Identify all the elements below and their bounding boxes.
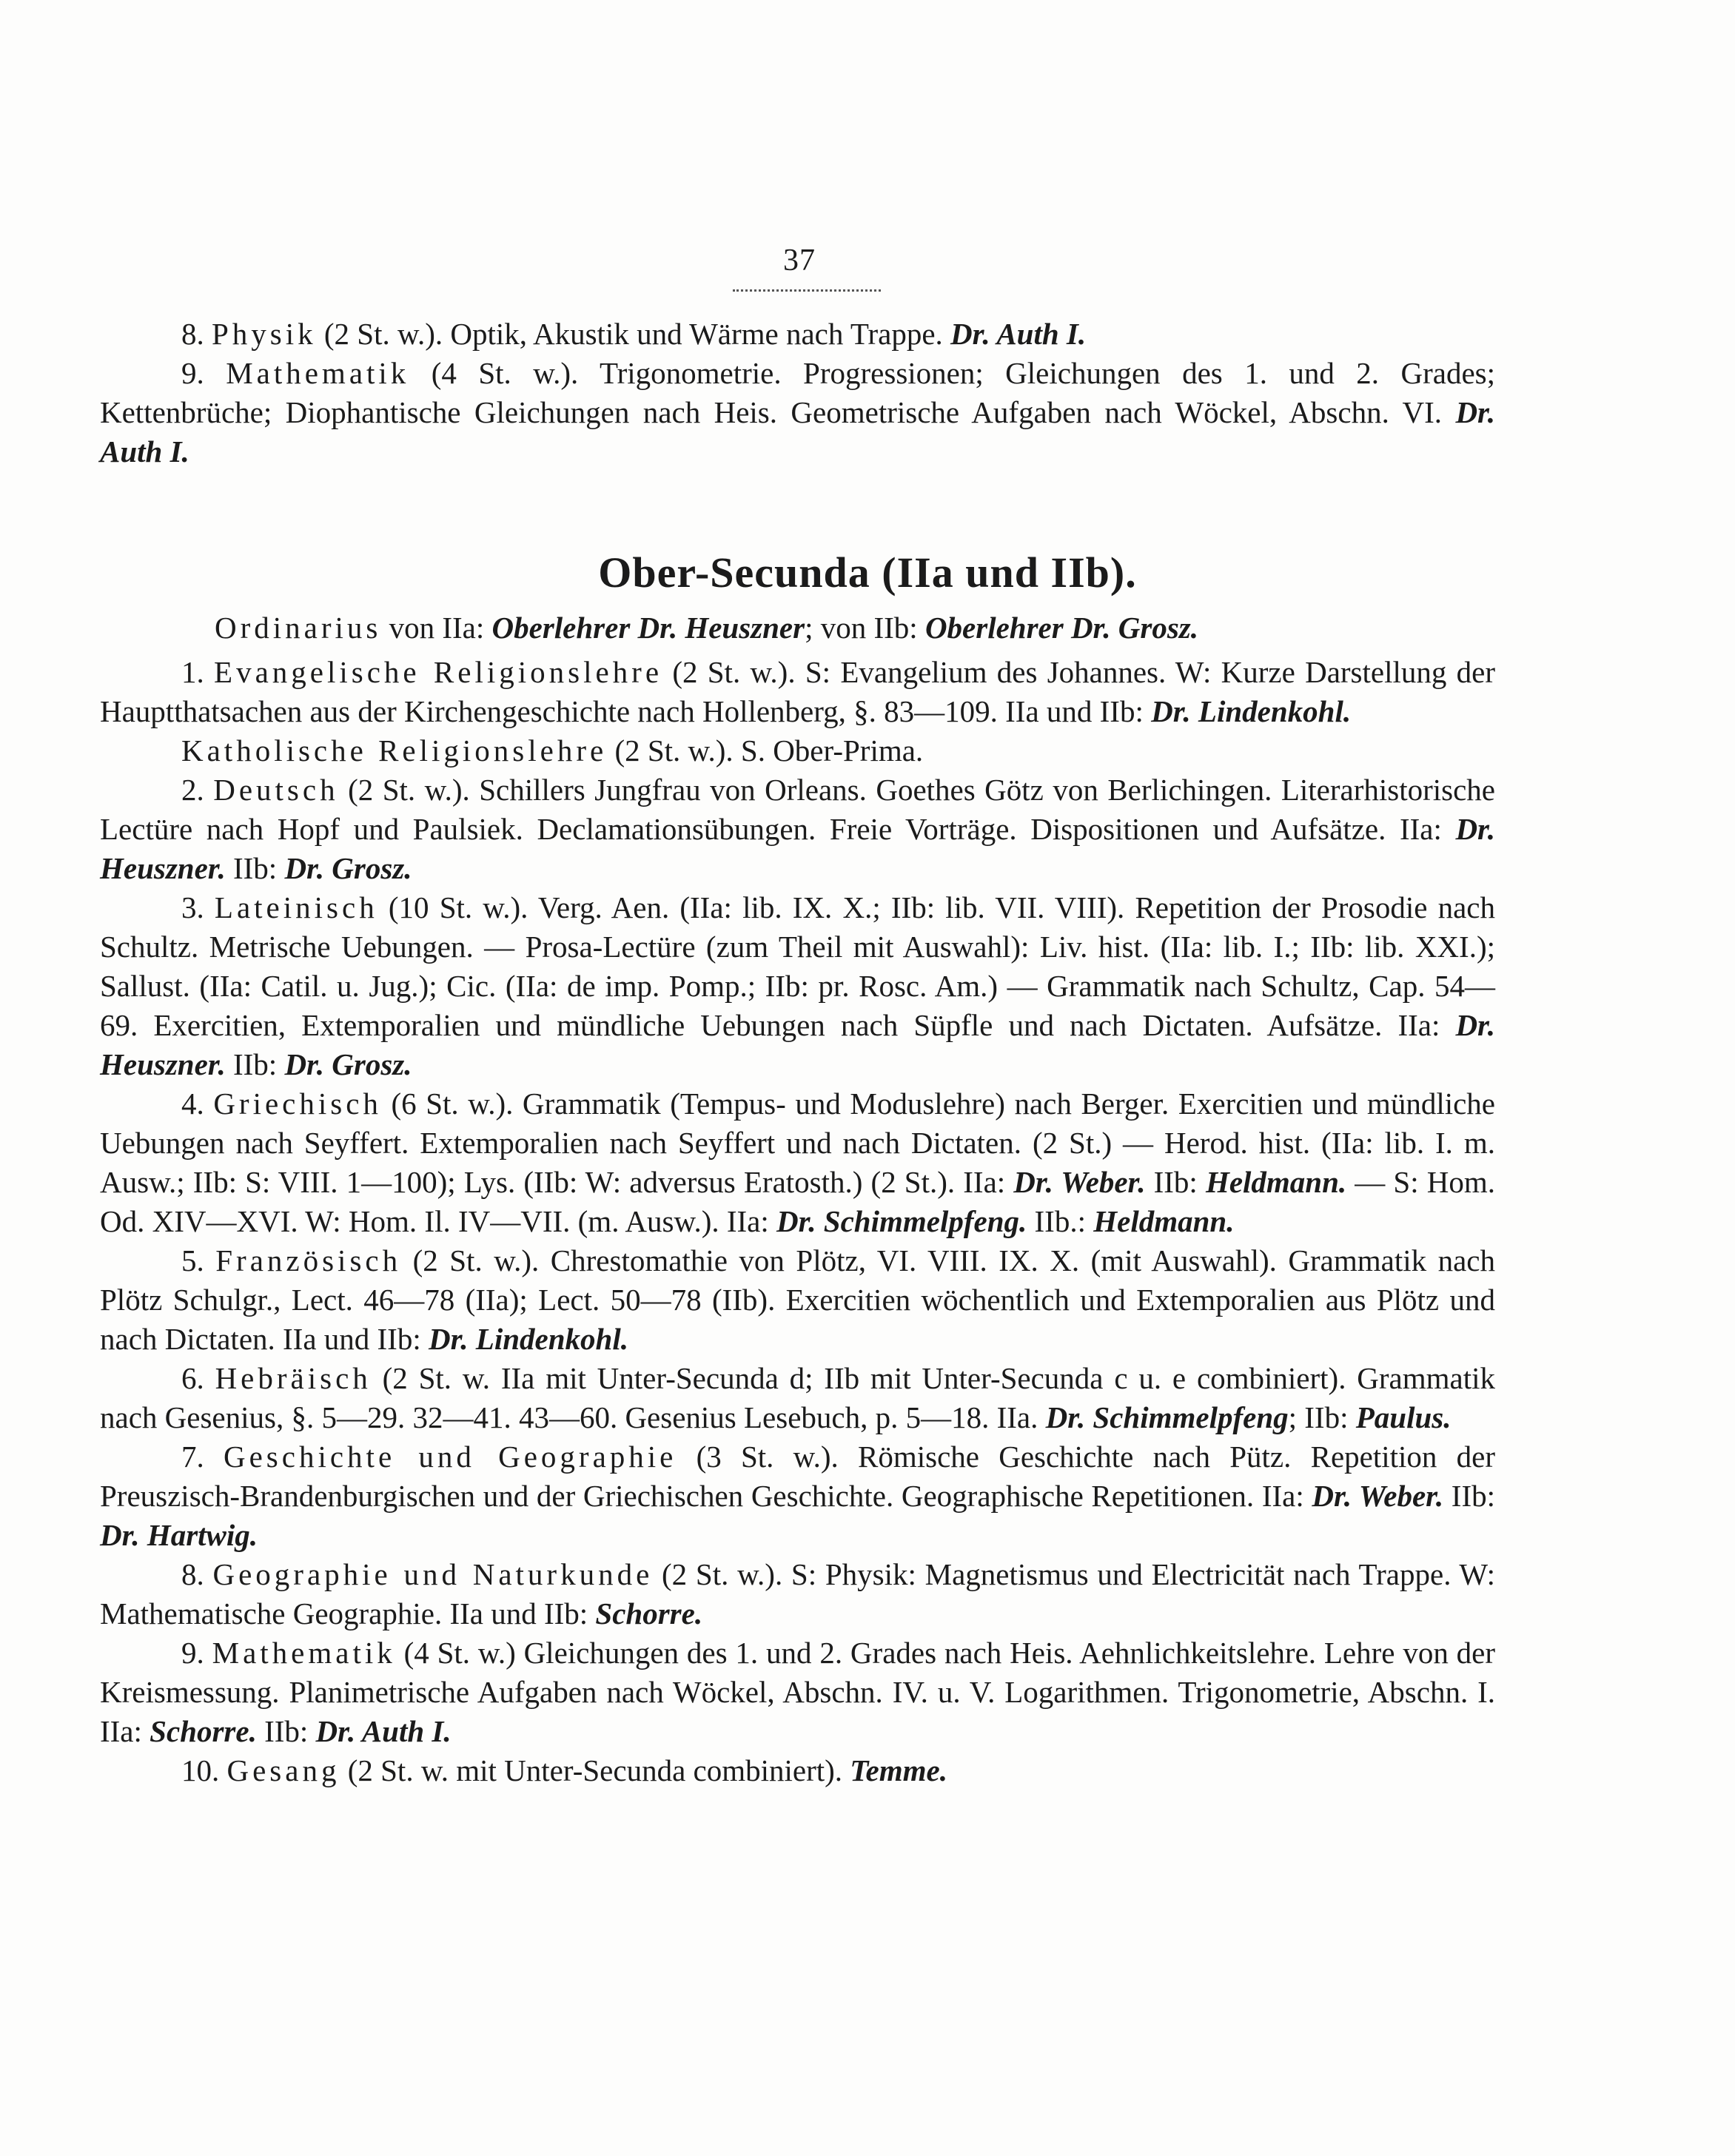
subject-name: Hebräisch bbox=[215, 1361, 372, 1395]
subject-entry bbox=[100, 1084, 1495, 1241]
entry-number: 10. bbox=[181, 1753, 220, 1787]
subject-entry bbox=[100, 653, 1495, 731]
ordinarius-line: Ordinarius von IIa: Oberlehrer Dr. Heuszner; von IIb: Oberlehrer Dr. Grosz. bbox=[215, 611, 1198, 645]
subject-description: (2 St. w.). S. Ober-Prima. bbox=[607, 733, 924, 768]
subject-name: Deutsch bbox=[213, 773, 339, 807]
entry-number: 5. bbox=[181, 1243, 204, 1277]
teacher-name: Heldmann. bbox=[1205, 1165, 1347, 1199]
ordinarius-teacher-iib: Oberlehrer Dr. Grosz. bbox=[924, 611, 1198, 645]
subject-entry bbox=[100, 1241, 1495, 1359]
teacher-prefix: IIb: bbox=[1443, 1479, 1495, 1513]
teacher-name: Dr. Weber. bbox=[1312, 1479, 1444, 1513]
subject-entry bbox=[100, 1437, 1495, 1555]
subject-description: (10 St. w.). Verg. Aen. (IIa: lib. IX. X.; IIb: lib. VII. VIII). Repetition der Prosodie nach Schultz. Metrische Uebungen. — Prosa-Lectüre (zum Theil mit Auswahl): Liv. hist. (IIa: lib. I.; IIb: lib. XXI.); Sallust. (IIa: Catil. u. Jug.); Cic. (IIa: de imp. Pomp.; IIb: pr. Rosc. Am.) — Grammatik nach Schultz, Cap. 54—69. Exercitien, Extemporalien und mündliche Uebungen nach Süpfle und nach Dictaten. Aufsätze. IIa: bbox=[100, 890, 1495, 1042]
subject-name: Geschichte und Geographie bbox=[224, 1440, 677, 1474]
teacher-name: Dr. Schimmelpfeng. bbox=[776, 1204, 1027, 1238]
subject-description: (4 St. w.). Trigonometrie. Progressionen; Gleichungen des 1. und 2. Grades; Kettenbrüche; Diophantische Gleichungen nach Heis. Geometrische Aufgaben nach Wöckel, Abschn. VI. bbox=[100, 356, 1495, 429]
subject-entry bbox=[100, 315, 1495, 354]
subject-description: (4 St. w.) Gleichungen des 1. und 2. Grades nach Heis. Aehnlichkeitslehre. Lehre von der Kreismessung. Planimetrische Aufgaben nach Wöckel, Abschn. IV. u. V. Logarithmen. Trigonometrie, Abschn. I. IIa: bbox=[100, 1636, 1496, 1748]
entry-number: 8. bbox=[181, 1557, 204, 1591]
ordinarius-teacher-iia: Oberlehrer Dr. Heuszner bbox=[491, 611, 805, 645]
teacher-name: Schorre. bbox=[595, 1596, 703, 1631]
subject-name: Evangelische Religionslehre bbox=[214, 655, 663, 689]
teacher-name: Paulus. bbox=[1355, 1400, 1452, 1434]
entry-number: 4. bbox=[181, 1087, 204, 1121]
subject-list bbox=[100, 653, 1495, 1790]
teacher-name: Schorre. bbox=[150, 1714, 257, 1748]
teacher-name: Dr. Auth I. bbox=[315, 1714, 452, 1748]
subject-name: Physik bbox=[212, 317, 317, 351]
subject-entry bbox=[100, 1359, 1495, 1437]
subject-entry bbox=[100, 731, 1495, 770]
teacher-name: Temme. bbox=[850, 1753, 947, 1787]
subject-description: (2 St. w. IIa mit Unter-Secunda d; IIb mit Unter-Secunda c u. e combiniert). Grammatik nach Gesenius, §. 5—29. 32—41. 43—60. Gesenius Lesebuch, p. 5—18. IIa. bbox=[100, 1361, 1495, 1434]
subject-name: Katholische Religionslehre bbox=[181, 733, 608, 768]
entry-number: 1. bbox=[181, 655, 204, 689]
subject-name: Lateinisch bbox=[214, 890, 378, 924]
teacher-name: Dr. Heuszner. bbox=[100, 812, 1495, 885]
teacher-name: Dr. Lindenkohl. bbox=[428, 1322, 628, 1356]
page-number: 37 bbox=[783, 244, 816, 278]
teacher-name: Dr. Schimmelpfeng bbox=[1045, 1400, 1289, 1434]
subject-entry bbox=[100, 1555, 1495, 1633]
entry-number: 2. bbox=[181, 773, 204, 807]
page-number-ornament bbox=[733, 283, 881, 292]
teacher-name: Dr. Heuszner. bbox=[100, 1008, 1495, 1081]
teacher-name: Dr. Lindenkohl. bbox=[1151, 694, 1352, 728]
subject-entry bbox=[100, 1633, 1495, 1751]
subject-name: Mathematik bbox=[212, 1636, 396, 1670]
teacher-name: Heldmann. bbox=[1093, 1204, 1235, 1238]
subject-description: (2 St. w.). Schillers Jungfrau von Orleans. Goethes Götz von Berlichingen. Literarhistorische Lectüre nach Hopf und Paulsiek. Declamationsübungen. Freie Vorträge. Dispositionen und Aufsätze. IIa: bbox=[100, 773, 1495, 846]
teacher-name: Dr. Auth I. bbox=[950, 317, 1087, 351]
entry-number: 6. bbox=[181, 1361, 204, 1395]
teacher-name: Dr. Hartwig. bbox=[100, 1518, 258, 1552]
subject-entry bbox=[100, 1751, 1495, 1790]
subject-name: Französisch bbox=[215, 1243, 402, 1277]
entry-number: 8. bbox=[181, 317, 204, 351]
subject-description: (2 St. w. mit Unter-Secunda combiniert). bbox=[340, 1753, 850, 1787]
teacher-prefix: ; IIb: bbox=[1288, 1400, 1356, 1434]
teacher-name: Dr. Grosz. bbox=[284, 851, 412, 885]
subject-description: (2 St. w.). S: Evangelium des Johannes. W: Kurze Darstellung der Hauptthatsachen aus der Kirchengeschichte nach Hollenberg, §. 83—109. IIa und IIb: bbox=[100, 655, 1496, 728]
subject-entry bbox=[100, 888, 1495, 1084]
entry-number: 9. bbox=[181, 1636, 204, 1670]
subject-description: (2 St. w.). Chrestomathie von Plötz, VI. VIII. IX. X. (mit Auswahl). Grammatik nach Plötz Schulgr., Lect. 46—78 (IIa); Lect. 50—78 (IIb). Exercitien wöchentlich und Extemporalien aus Plötz und nach Dictaten. IIa und IIb: bbox=[100, 1243, 1495, 1356]
teacher-prefix: IIb: bbox=[256, 1714, 316, 1748]
previous-class-continuation bbox=[100, 315, 1495, 471]
subject-description: (2 St. w.). Optik, Akustik und Wärme nach Trappe. bbox=[316, 317, 951, 351]
teacher-prefix: IIb.: bbox=[1027, 1204, 1094, 1238]
teacher-name: Dr. Auth I. bbox=[100, 395, 1495, 469]
subject-entry bbox=[100, 354, 1495, 471]
entry-number: 7. bbox=[181, 1440, 204, 1474]
ordinarius-label: Ordinarius bbox=[215, 611, 382, 645]
subject-entry bbox=[100, 770, 1495, 888]
teacher-prefix: IIb: bbox=[1145, 1165, 1206, 1199]
subject-description: (2 St. w.). S: Physik: Magnetismus und Electricität nach Trappe. W: Mathematische Geographie. IIa und IIb: bbox=[100, 1557, 1496, 1631]
subject-name: Geographie und Naturkunde bbox=[212, 1557, 654, 1591]
teacher-prefix: IIb: bbox=[225, 1047, 285, 1081]
entry-number: 3. bbox=[181, 890, 204, 924]
entry-number: 9. bbox=[181, 356, 204, 390]
teacher-prefix: — S: Hom. Od. XIV—XVI. W: Hom. Il. IV—VII. (m. Ausw.). IIa: bbox=[100, 1165, 1495, 1238]
subject-name: Mathematik bbox=[226, 356, 410, 390]
subject-description: (3 St. w.). Römische Geschichte nach Pütz. Repetition der Preuszisch-Brandenburgischen und der Griechischen Geschichte. Geographische Repetitionen. IIa: bbox=[100, 1440, 1496, 1513]
subject-name: Gesang bbox=[226, 1753, 340, 1787]
subject-name: Griechisch bbox=[213, 1087, 382, 1121]
teacher-name: Dr. Weber. bbox=[1013, 1165, 1146, 1199]
subject-description: (6 St. w.). Grammatik (Tempus- und Moduslehre) nach Berger. Exercitien und mündliche Uebungen nach Seyffert. Extemporalien nach Seyffert und nach Dictaten. (2 St.) — Herod. hist. (IIa: lib. I. m. Ausw.; IIb: S: VIII. 1—100); Lys. (IIb: W: adversus Eratosth.) (2 St.). IIa: bbox=[100, 1087, 1495, 1199]
section-heading: Ober-Secunda (IIa und IIb). bbox=[598, 548, 1137, 597]
teacher-prefix: IIb: bbox=[225, 851, 285, 885]
teacher-name: Dr. Grosz. bbox=[284, 1047, 412, 1081]
